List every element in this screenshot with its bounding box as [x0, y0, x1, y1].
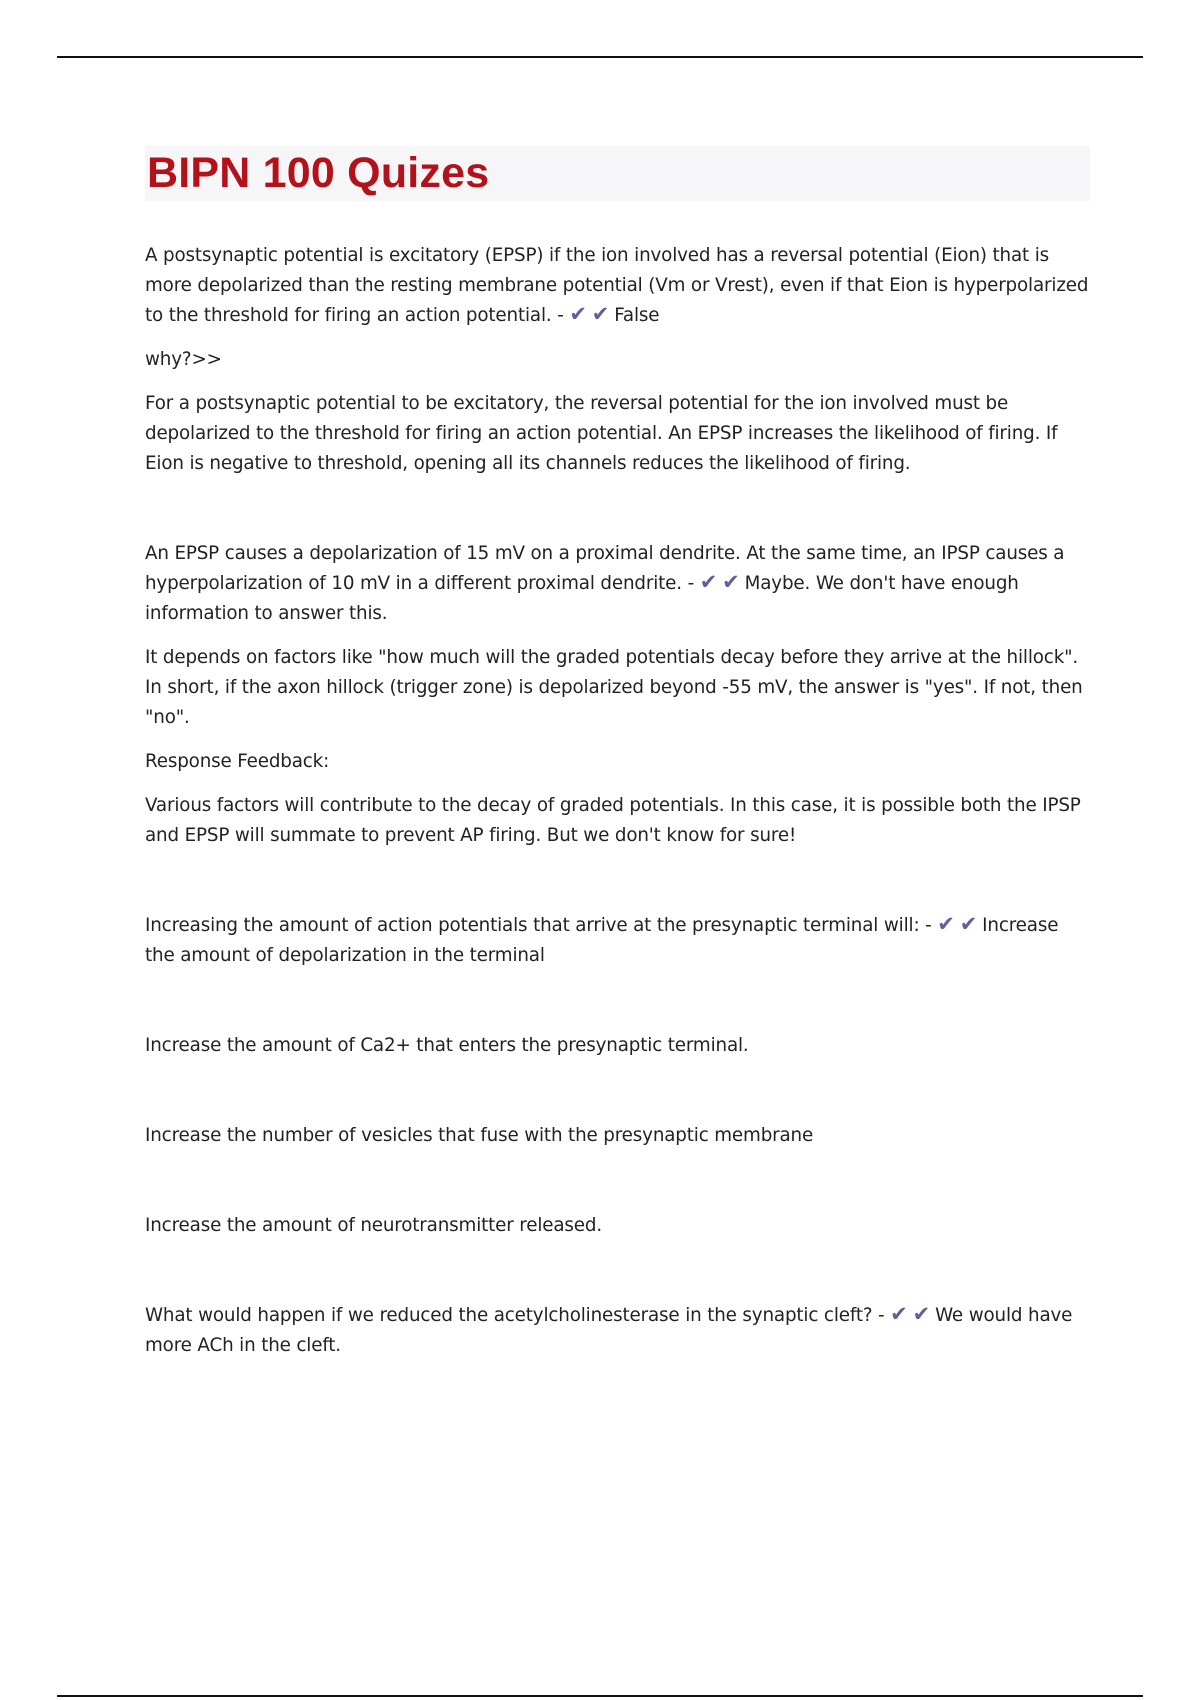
question-3-item: Increase the amount of Ca2+ that enters the presynaptic terminal.: [145, 1035, 749, 1056]
check-icon: ✔: [937, 912, 955, 936]
question-3-item: Increase the number of vesicles that fuse with the presynaptic membrane: [145, 1125, 814, 1146]
why-label: why?>>: [145, 349, 222, 370]
document-body: [145, 146, 1090, 1361]
top-rule: [57, 56, 1143, 58]
question-2-answer: Maybe. We don't have enough information to answer this.: [145, 573, 1019, 624]
bottom-rule: [57, 1695, 1143, 1697]
question-4-answer: We would have more ACh in the cleft.: [145, 1305, 1073, 1356]
response-feedback-label: Response Feedback:: [145, 751, 330, 772]
question-3-item: Increase the amount of neurotransmitter released.: [145, 1215, 603, 1236]
check-icon: ✔: [890, 1302, 908, 1326]
check-icon: ✔: [959, 912, 978, 936]
title-band: [145, 146, 1090, 201]
question-1: [145, 241, 1090, 331]
question-3: [145, 911, 1090, 971]
check-icon: ✔: [569, 302, 587, 326]
question-2: [145, 539, 1090, 629]
question-4: [145, 1301, 1090, 1361]
question-2-explanation: It depends on factors like "how much will the graded potentials decay before they arrive at the hillock". In short, if the axon hillock (trigger zone) is depolarized beyond -55 mV, the answer is "yes". If not, then "no".: [145, 647, 1083, 728]
question-3-answer: Increase the amount of depolarization in the terminal: [145, 915, 1059, 966]
response-feedback-text: Various factors will contribute to the decay of graded potentials. In this case, it is possible both the IPSP and EPSP will summate to prevent AP firing. But we don't know for sure!: [145, 795, 1081, 846]
question-1-text: A postsynaptic potential is excitatory (EPSP) if the ion involved has a reversal potential (Eion) that is more depolarized than the resting membrane potential (Vm or Vrest), even if that Eion is hyperpolarized to the threshold for firing an action potential. -: [145, 245, 1089, 326]
document-title: BIPN 100 Quizes: [147, 149, 490, 197]
question-3-text: Increasing the amount of action potentials that arrive at the presynaptic terminal will: -: [145, 915, 938, 936]
check-icon: ✔: [722, 570, 740, 594]
check-icon: ✔: [912, 1302, 931, 1326]
question-1-answer: False: [614, 305, 660, 326]
question-4-text: What would happen if we reduced the acetylcholinesterase in the synaptic cleft? -: [145, 1305, 891, 1326]
question-2-text: An EPSP causes a depolarization of 15 mV on a proximal dendrite. At the same time, an IPSP causes a hyperpolarization of 10 mV in a different proximal dendrite. -: [145, 543, 1065, 594]
question-1-explanation: For a postsynaptic potential to be excitatory, the reversal potential for the ion involved must be depolarized to the threshold for firing an action potential. An EPSP increases the likelihood of firing. If Eion is negative to threshold, opening all its channels reduces the likelihood of firing.: [145, 393, 1058, 474]
check-icon: ✔: [699, 570, 718, 594]
check-icon: ✔: [591, 302, 610, 326]
